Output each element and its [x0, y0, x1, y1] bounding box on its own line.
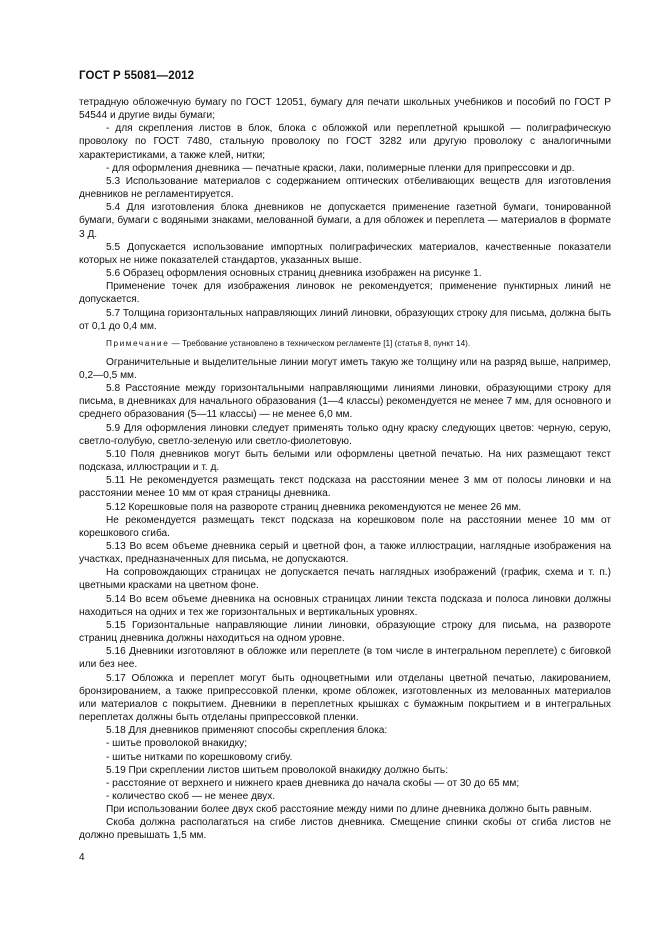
paragraph: - шитье проволокой внакидку; [106, 738, 248, 750]
paragraph: 5.6 Образец оформления основных страниц дневника изображен на рисунке 1. [106, 268, 482, 280]
paragraph: Не рекомендуется размещать текст подсказа на корешковом поле на расстоянии менее 10 мм от корешкового сгиба. [79, 514, 611, 539]
note-text: — Требование установлено в техническом регламенте [1] (статья 8, пункт 14). [171, 338, 471, 348]
paragraph: Применение точек для изображения линовок не рекомендуется; применение пунктирных линий не допускается. [79, 281, 611, 306]
paragraph: 5.12 Корешковые поля на развороте страниц дневника рекомендуются не менее 26 мм. [106, 501, 522, 513]
paragraph: 5.14 Во всем объеме дневника на основных страницах линии текста подсказа и полоса линовки должны находиться на одних и тех же горизонтальных и вертикальных уровнях. [79, 593, 611, 618]
paragraph: На сопровождающих страницах не допускается печать наглядных изображений (график, схема и т. п.) цветными красками на цветном фоне. [79, 567, 611, 592]
paragraph: 5.19 При скреплении листов шитьем проволокой внакидку должно быть: [106, 764, 449, 776]
paragraph: 5.15 Горизонтальные направляющие линии линовки, образующие строку для письма, на развороте страниц дневника должны находиться на одном уровне. [79, 619, 611, 645]
paragraph: При использовании более двух скоб расстояние между ними по длине дневника должно быть равным. [106, 804, 592, 816]
paragraph: 5.13 Во всем объеме дневника серый и цветной фон, а также иллюстрации, наглядные изображения на участках, предназначенных для письма, не допускаются. [79, 541, 611, 566]
paragraph: 5.16 Дневники изготовляют в обложке или переплете (в том числе в интегральном переплете) с биговкой или без нее. [79, 646, 611, 671]
paragraph: 5.9 Для оформления линовки следует применять только одну краску следующих цветов: черную, серую, светло-голубую, светло-зеленую или светло-фиолетовую. [79, 422, 611, 447]
paragraph: Скоба должна располагаться на сгибе листов дневника. Смещение спинки скобы от сгиба листов не должно превышать 1,5 мм. [79, 817, 611, 842]
paragraph: 5.4 Для изготовления блока дневников не допускается применение газетной бумаги, тонированной бумаги, бумаги с водяными знаками, мелованной бумаги, а для обложек и переплета — материалов в формате 3 Д. [79, 202, 611, 240]
paragraph: - шитье нитками по корешковому сгибу. [106, 751, 293, 763]
document-header: ГОСТ Р 55081—2012 [79, 70, 195, 82]
page-number: 4 [79, 852, 85, 863]
paragraph: 5.10 Поля дневников могут быть белыми или оформлены цветной печатью. На них размещают текст подсказа, иллюстрации и т. д. [79, 448, 611, 474]
document-body [79, 96, 611, 843]
paragraph: - для оформления дневника — печатные краски, лаки, полимерные пленки для припрессовки и др. [106, 162, 575, 174]
paragraphs-block-2 [79, 356, 611, 843]
paragraph: 5.11 Не рекомендуется размещать текст подсказа на расстоянии менее 3 мм от полосы линовки и на расстоянии менее 10 мм от края страницы дневника. [79, 475, 611, 500]
paragraph: Ограничительные и выделительные линии могут иметь такую же толщину или на разряд выше, например, 0,2—0,5 мм. [79, 356, 611, 381]
paragraph: 5.8 Расстояние между горизонтальными направляющими линиями линовки, образующими строку для письма, в дневниках для начального образования (1—4 классы) рекомендуется не менее 7 мм, для основного и среднего образования (5—11 классы) — не менее 6,0 мм. [79, 383, 611, 421]
paragraphs-block-1 [79, 96, 611, 333]
paragraph: 5.7 Толщина горизонтальных направляющих линий линовки, образующих строку для письма, должна быть от 0,1 до 0,4 мм. [79, 307, 611, 332]
paragraph: 5.18 Для дневников применяют способы скрепления блока: [106, 725, 388, 737]
paragraph: - количество скоб — не менее двух. [106, 790, 276, 802]
note-label: Примечание [106, 338, 170, 348]
paragraph: тетрадную обложечную бумагу по ГОСТ 12051, бумагу для печати школьных учебников и пособий по ГОСТ Р 54544 и другие виды бумаги; [79, 97, 611, 122]
paragraph: 5.5 Допускается использование импортных полиграфических материалов, качественные показатели которых не ниже показателей стандартов, указанных выше. [79, 241, 611, 266]
paragraph: 5.3 Использование материалов с содержанием оптических отбеливающих веществ для изготовления дневников не регламентируется. [79, 175, 611, 201]
note-paragraph [79, 338, 611, 349]
paragraph: - для скрепления листов в блок, блока с обложкой или переплетной крышкой — полиграфическую проволоку по ГОСТ 7480, стальную проволоку по ГОСТ 3282 или другую проволоку с аналогичными характеристиками, а также клей, нитки; [79, 123, 611, 161]
paragraph: - расстояние от верхнего и нижнего краев дневника до начала скобы — от 30 до 65 мм; [106, 777, 520, 789]
paragraph: 5.17 Обложка и переплет могут быть одноцветными или отделаны цветной печатью, лакированием, бронзированием, а также припрессовкой пленки, кроме обложек, изготовленных из мелованных материалов или материалов с покрытием. Дневники в переплетных крышках с бумажным покрытием и в интегральных переплетах должны быть отделаны припрессовкой пленки. [79, 672, 611, 724]
